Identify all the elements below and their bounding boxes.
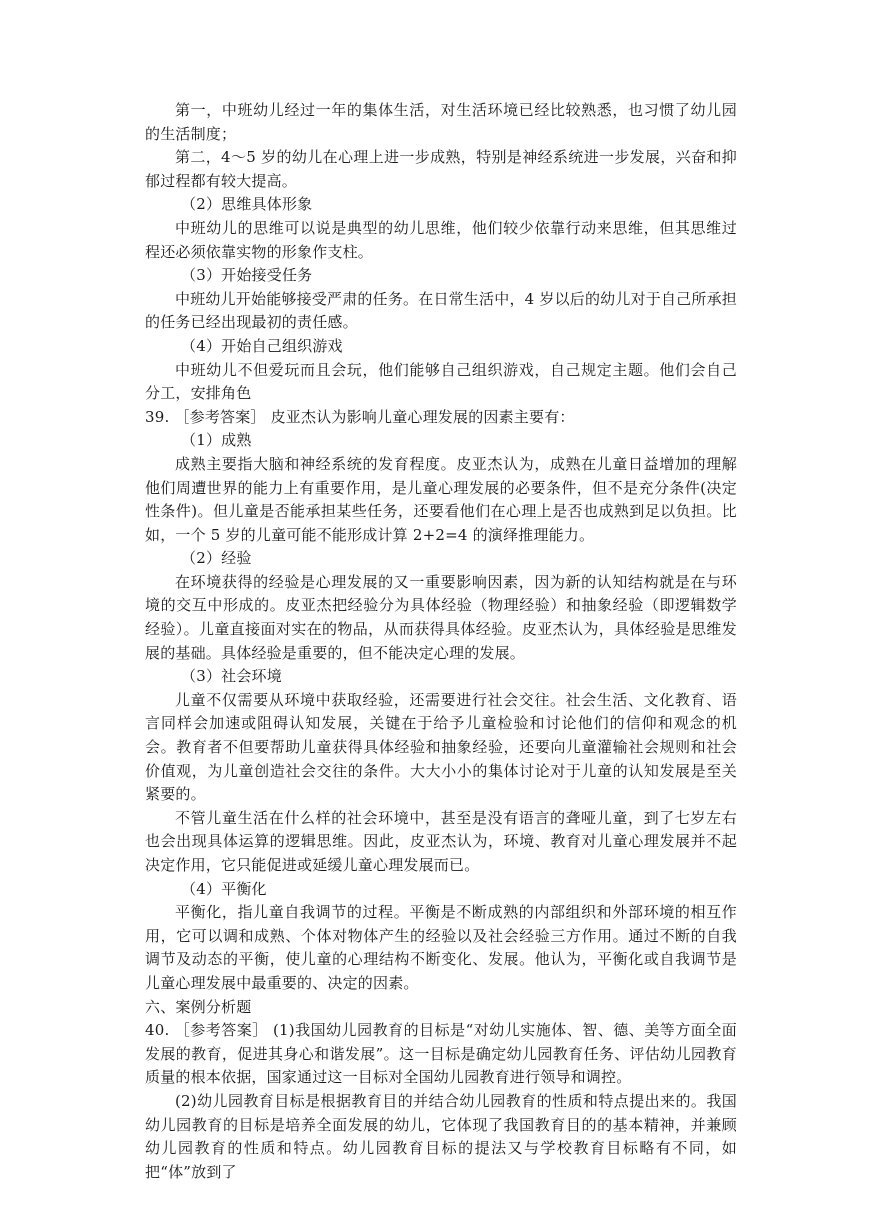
paragraph-text: 第二，4～5 岁的幼儿在心理上进一步成熟，特别是神经系统进一步发展，兴奋和抑郁过程都有较大提高。 bbox=[145, 148, 737, 190]
paragraph-text: 中班幼儿开始能够接受严肃的任务。在日常生活中，4 岁以后的幼儿对于自己所承担的任务已经出现最初的责任感。 bbox=[145, 289, 737, 332]
paragraph-text: 中班幼儿的思维可以说是典型的幼儿思维，他们较少依靠行动来思维，但其思维过程还必须依靠实物的形象作支柱。 bbox=[145, 218, 737, 261]
document-page bbox=[145, 99, 737, 1184]
subheading: （3）社会环境 bbox=[181, 667, 282, 686]
paragraph-text: 成熟主要指大脑和神经系统的发育程度。皮亚杰认为，成熟在儿童日益增加的理解他们周遭世界的能力上有重要作用，是儿童心理发展的必要条件，但不是充分条件(决定性条件)。但儿童是否能承担某些任务，还要看他们在心理上是否也成熟到足以负担。比如，一个 5 岁的儿童可能不能形成计算 2+2=4 的演绎推理能力。 bbox=[145, 454, 737, 544]
section-heading: 六、案例分析题 bbox=[145, 997, 252, 1016]
answer-paragraph: 40. ［参考答案］ (1)我国幼儿园教育的目标是“对幼儿实施体、智、德、美等方面全面发展的教育，促进其身心和谐发展”。这一目标是确定幼儿园教育任务、评估幼儿园教育质量的根本依据，国家通过这一目标对全国幼儿园教育进行领导和调控。 bbox=[145, 1021, 737, 1087]
subheading: （4）开始自己组织游戏 bbox=[181, 336, 343, 355]
paragraph-text: 儿童不仅需要从环境中获取经验，还需要进行社会交往。社会生活、文化教育、语言同样会加速或阻碍认知发展，关键在于给予儿童检验和讨论他们的信仰和观念的机会。教育者不但要帮助儿童获得具体经验和抽象经验，还要向儿童灌输社会规则和社会价值观，为儿童创造社会交往的条件。大大小小的集体讨论对于儿童的认知发展是至关紧要的。 bbox=[145, 690, 737, 804]
subheading: （2）思维具体形象 bbox=[181, 195, 313, 214]
subheading: （4）平衡化 bbox=[181, 879, 267, 898]
paragraph-text: (2)幼儿园教育目标是根据教育目的并结合幼儿园教育的性质和特点提出来的。我国幼儿园教育的目标是培养全面发展的幼儿，它体现了我国教育目的的基本精神，并兼顾幼儿园教育的性质和特点。幼儿园教育目标的提法又与学校教育目标略有不同，如把“体”放到了 bbox=[145, 1091, 737, 1181]
subheading: （3）开始接受任务 bbox=[181, 266, 313, 285]
subheading: （2）经验 bbox=[181, 549, 252, 568]
paragraph-text: 中班幼儿不但爱玩而且会玩，他们能够自己组织游戏，自己规定主题。他们会自己分工，安排角色 bbox=[145, 360, 737, 403]
paragraph-text: 第一，中班幼儿经过一年的集体生活，对生活环境已经比较熟悉，也习惯了幼儿园的生活制度； bbox=[145, 101, 737, 143]
paragraph-text: 不管儿童生活在什么样的社会环境中，甚至是没有语言的聋哑儿童，到了七岁左右也会出现具体运算的逻辑思维。因此，皮亚杰认为，环境、教育对儿童心理发展并不起决定作用，它只能促进或延缓儿童心理发展而已。 bbox=[145, 808, 737, 874]
paragraph-text: 平衡化，指儿童自我调节的过程。平衡是不断成熟的内部组织和外部环境的相互作用，它可以调和成熟、个体对物体产生的经验以及社会经验三方作用。通过不断的自我调节及动态的平衡，使儿童的心理结构不断变化、发展。他认为，平衡化或自我调节是儿童心理发展中最重要的、决定的因素。 bbox=[145, 903, 737, 992]
subheading: （1）成熟 bbox=[181, 431, 252, 450]
paragraph-text: 在环境获得的经验是心理发展的又一重要影响因素，因为新的认知结构就是在与环境的交互中形成的。皮亚杰把经验分为具体经验（物理经验）和抽象经验（即逻辑数学经验）。儿童直接面对实在的物品，从而获得具体经验。皮亚杰认为，具体经验是思维发展的基础。具体经验是重要的，但不能决定心理的发展。 bbox=[145, 572, 737, 662]
answer-heading: 39. ［参考答案］ 皮亚杰认为影响儿童心理发展的因素主要有： bbox=[145, 407, 575, 426]
